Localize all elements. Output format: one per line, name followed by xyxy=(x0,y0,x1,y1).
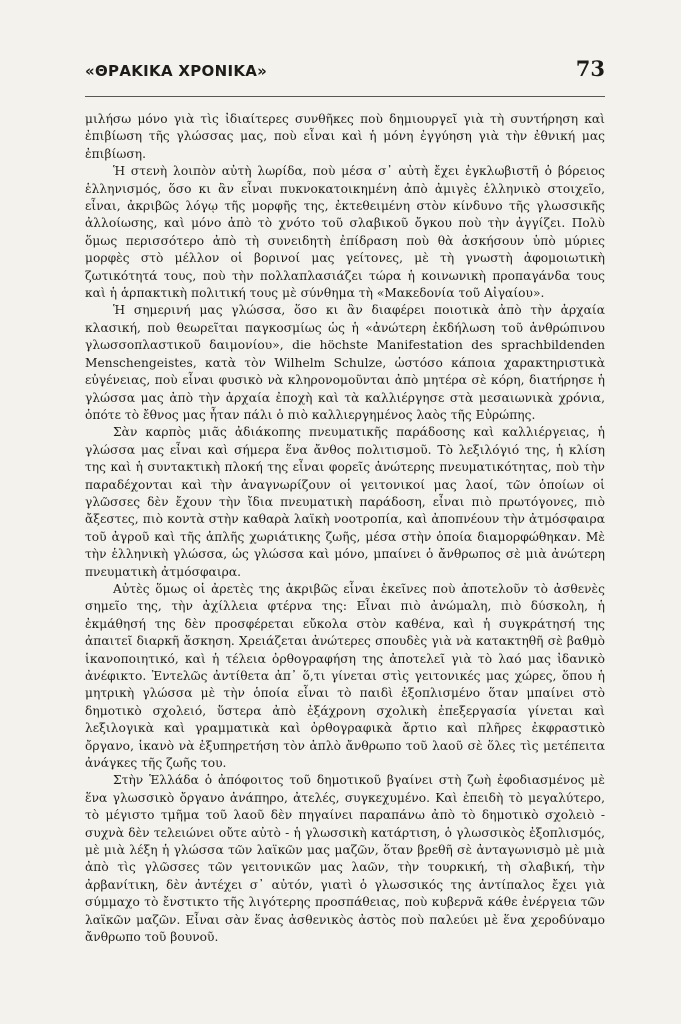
paragraph: Ἡ στενὴ λοιπὸν αὐτὴ λωρίδα, ποὺ μέσα σ᾿ αὐτὴ ἔχει ἐγκλωβιστῆ ὁ βόρειος ἑλληνισμός, ὅσο κι ἂν εἶναι πυκνοκατοικημένη ἀπὸ ἀμιγὲς ἑλληνικὸ στοιχεῖο, εἶναι, ἀκριβῶς λόγῳ τῆς μορφῆς της, ἐκτεθειμένη στὸν κίνδυνο τῆς γλωσσικῆς ἀλλοίωσης, καὶ μόνο ἀπὸ τὸ χνότο τοῦ σλαβικοῦ ὄγκου ποὺ τὴν ἀγγίζει. Πολὺ ὅμως περισσότερο ἀπὸ τὴ συνειδητὴ ἐπίδραση ποὺ θὰ ἀσκήσουν ὑπὸ μύριες μορφὲς στὸ μέλλον οἱ βορινοί μας γείτονες, μὲ τὴ γνωστὴ ἀφομοιωτικὴ ζωτικότητά τους, ποὺ τὴν πολλαπλασιάζει τώρα ἡ κοινωνικὴ προπαγάνδα τους καὶ ἡ ἁρπακτικὴ πολιτική τους μὲ σύνθημα τὴ «Μακεδονία τοῦ Αἰγαίου». xyxy=(85,164,605,301)
running-header xyxy=(85,56,605,97)
paragraph: Στὴν Ἑλλάδα ὁ ἀπόφοιτος τοῦ δημοτικοῦ βγαίνει στὴ ζωὴ ἐφοδιασμένος μὲ ἕνα γλωσσικὸ ὄργανο ἀνάπηρο, ἀτελές, συγκεχυμένο. Καὶ ἐπειδὴ τὸ μεγαλύτερο, τὸ μέγιστο τμῆμα τοῦ λαοῦ δὲν πηγαίνει παραπάνω ἀπὸ τὸ δημοτικὸ σχολειὸ - συχνὰ δὲν τελειώνει οὔτε αὐτὸ - ἡ γλωσσικὴ κατάρτιση, ὁ γλωσσικὸς ἐξοπλισμός, μὲ μιὰ λέξη ἡ γλώσσα τῶν λαϊκῶν μας μαζῶν, ὅταν βρεθῆ σὲ ἀνταγωνισμὸ μὲ μιὰ ἀπὸ τὶς γλῶσσες τῶν γειτονικῶν μας λαῶν, τὴν τουρκική, τὴ σλαβική, τὴν ἀρβανίτικη, δὲν ἀντέχει σ᾿ αὐτόν, γιατὶ ὁ γλωσσικός της ἀντίπαλος ἔχει γιὰ σύμμαχο τὸ ἔνστικτο τῆς λιγότερης προσπάθειας, ποὺ κυβερνᾶ κάθε ἐνέργεια τῶν λαϊκῶν μαζῶν. Εἶναι σὰν ἕνας ἀσθενικὸς ἀστὸς ποὺ παλεύει μὲ ἕνα χεροδύναμο ἄνθρωπο τοῦ βουνοῦ. xyxy=(85,773,605,945)
paragraph: Σὰν καρπὸς μιᾶς ἀδιάκοπης πνευματικῆς παράδοσης καὶ καλλιέργειας, ἡ γλώσσα μας εἶναι καὶ σήμερα ἕνα ἄνθος πολιτισμοῦ. Τὸ λεξιλόγιό της, ἡ κλίση της καὶ ἡ συντακτικὴ πλοκή της εἶναι φορεῖς ἀνώτερης πνευματικότητας, ποὺ τὴν παραδέχονται καὶ τὴν ἀναγνωρίζουν οἱ γειτονικοί μας λαοί, τῶν ὁποίων οἱ γλῶσσες δὲν ἔχουν τὴν ἴδια πνευματικὴ παράδοση, εἶναι πιὸ πρωτόγονες, πιὸ ἄξεστες, πιὸ κοντὰ στὴν καθαρὰ λαϊκὴ νοοτροπία, καὶ ἀποπνέουν τὴν ἀτμόσφαιρα τοῦ ἀγροῦ καὶ τῆς ἁπλῆς χωριάτικης ζωῆς, μέσα στὴν ὁποία διαμορφώθηκαν. Μὲ τὴν ἑλληνικὴ γλώσσα, ὡς γλώσσα καὶ μόνο, μπαίνει ὁ ἄνθρωπος σὲ μιὰ ἀνώτερη πνευματικὴ ἀτμόσφαιρα. xyxy=(85,425,605,579)
paragraph: μιλήσω μόνο γιὰ τὶς ἰδιαίτερες συνθῆκες ποὺ δημιουργεῖ γιὰ τὴ συντήρηση καὶ ἐπιβίωση τῆς γλώσσας μας, ποὺ εἶναι καὶ ἡ μόνη ἐγγύηση γιὰ τὴν ἐθνική μας ἐπιβίωση. xyxy=(85,112,605,161)
journal-title: «ΘΡΑΚΙΚΑ ΧΡΟΝΙΚΑ» xyxy=(85,62,268,80)
page-number: 73 xyxy=(575,56,605,81)
article-body xyxy=(85,111,605,947)
paragraph: Αὐτὲς ὅμως οἱ ἀρετὲς της ἀκριβῶς εἶναι ἐκεῖνες ποὺ ἀποτελοῦν τὸ ἀσθενὲς σημεῖο της, τὴν ἀχίλλεια φτέρνα της: Εἶναι πιὸ ἀνώμαλη, πιὸ δύσκολη, ἡ ἐκμάθησή της δὲν προσφέρεται εὔκολα στὸν καθένα, καὶ ἡ συγκράτησή της ἀπαιτεῖ διαρκῆ ἄσκηση. Χρειάζεται ἀνώτερες σπουδὲς γιὰ νὰ κατακτηθῆ σὲ βαθμὸ ἱκανοποιητικό, καὶ ἡ τέλεια ὀρθογραφήση της ἀποτελεῖ γιὰ τὸ λαό μας ἰδανικὸ ἀνέφικτο. Ἐντελῶς ἀντίθετα ἀπ᾿ ὅ,τι γίνεται στὶς γειτονικές μας χώρες, ὅπου ἡ μητρικὴ γλώσσα μὲ τὴν ὁποία εἶναι τὸ παιδὶ ἐξοπλισμένο ὅταν μπαίνει στὸ δημοτικὸ σχολειό, ὕστερα ἀπὸ ἐξάχρονη σχολικὴ ἐπεξεργασία γίνεται καὶ λεξιλογικὰ καὶ γραμματικὰ καὶ ὀρθογραφικὰ ἄρτιο καὶ πλῆρες ἐκφραστικὸ ὄργανο, ἱκανὸ νὰ ἐξυπηρετήση τὸν ἁπλὸ ἄνθρωπο τοῦ λαοῦ σὲ ὅλες τὶς μετέπειτα ἀνάγκες τῆς ζωῆς του. xyxy=(85,581,605,771)
paragraph: Ἡ σημερινή μας γλώσσα, ὅσο κι ἂν διαφέρει ποιοτικὰ ἀπὸ τὴν ἀρχαία κλασική, ποὺ θεωρεῖται παγκοσμίως ὡς ἡ «ἀνώτερη ἐκδήλωση τοῦ ἀνθρώπινου γλωσσοπλαστικοῦ δαιμονίου», die höchste Manifestation des sprachbildenden Menschengeistes, κατὰ τὸν Wilhelm Schulze, ὡστόσο κάποια χαρακτηριστικὰ εὐγένειας, ποὺ εἶναι φυσικὸ νὰ κληρονομοῦνται ἀπὸ μητέρα σὲ κόρη, διατήρησε ἡ γλώσσα μας ἀπὸ τὴν ἀρχαία ἐποχὴ καὶ τὰ καλλιέργησε στὰ μεσαιωνικὰ χρόνια, ὁπότε τὸ ἔθνος μας ἦταν πάλι ὁ πιὸ καλλιεργημένος λαὸς τῆς Εὐρώπης. xyxy=(85,303,605,422)
